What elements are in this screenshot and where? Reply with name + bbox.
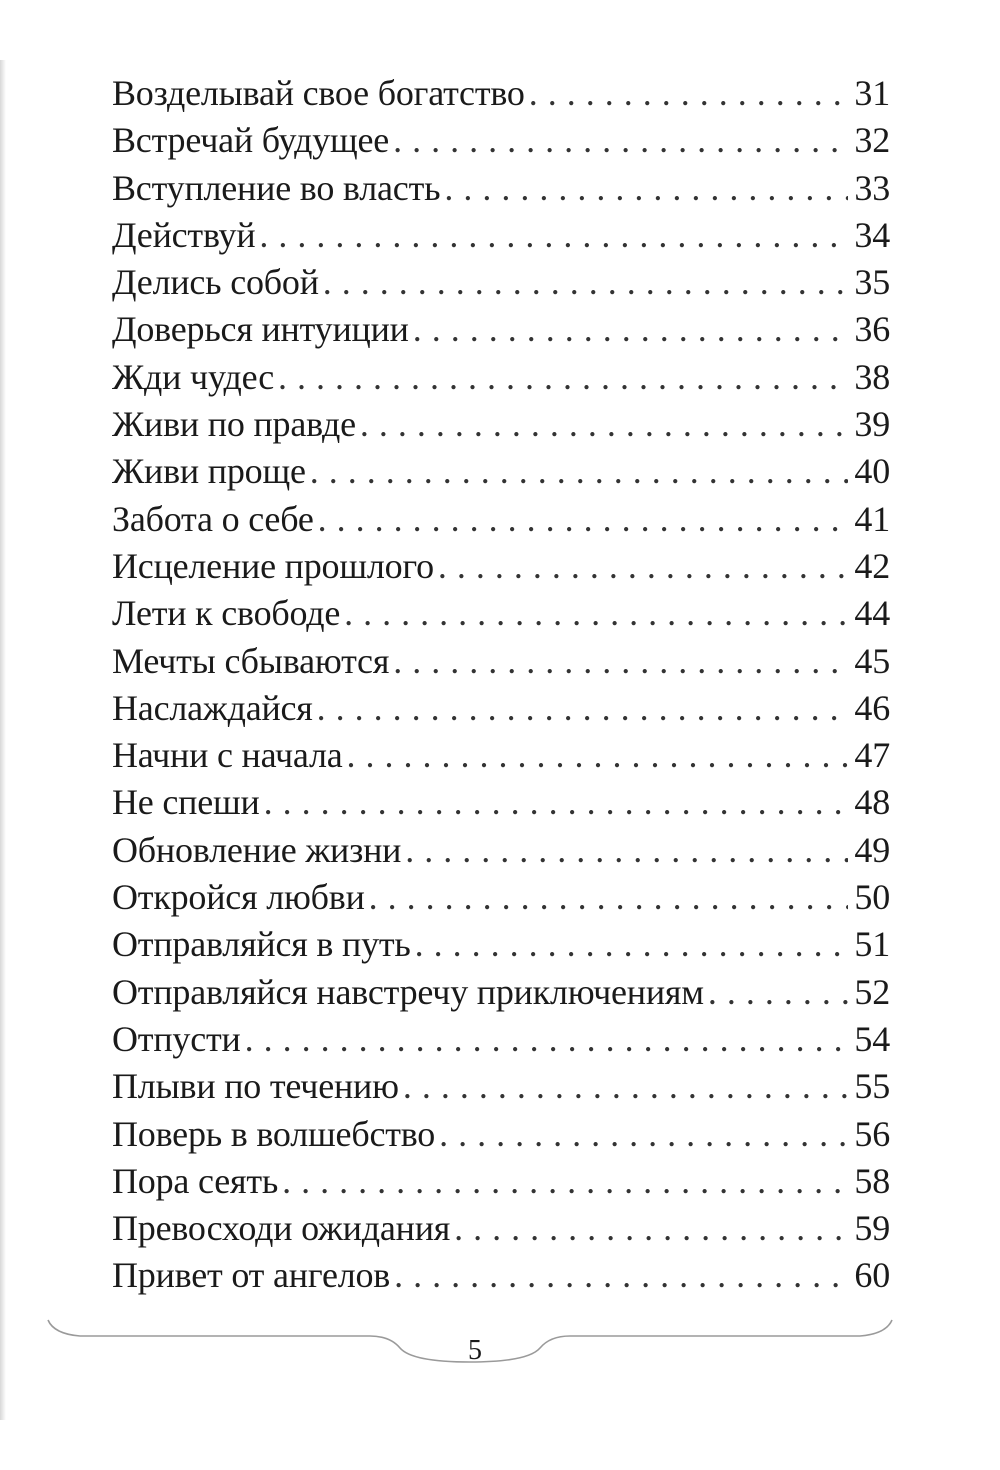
toc-entry — [112, 165, 890, 212]
dot-leader — [259, 212, 848, 259]
toc-entry-page: 31 — [854, 73, 890, 113]
toc-entry — [112, 874, 890, 921]
toc-entry-page: 44 — [854, 593, 890, 634]
toc-entry-title: Привет от ангелов — [112, 1255, 391, 1296]
toc-entry-title: Делись собой — [112, 262, 319, 303]
dot-leader — [394, 1252, 848, 1299]
toc-entry-page: 51 — [854, 924, 890, 965]
toc-entry-title: Исцеление прошлого — [112, 545, 434, 586]
toc-entry-page: 58 — [854, 1160, 890, 1201]
toc-entry-page: 34 — [854, 214, 890, 255]
toc-entry-page: 35 — [854, 262, 890, 303]
toc-entry-title: Действуй — [112, 214, 256, 255]
toc-entry — [112, 969, 890, 1016]
dot-leader — [347, 732, 849, 779]
dot-leader — [282, 1158, 848, 1205]
dot-leader — [264, 779, 849, 826]
dot-leader — [444, 165, 848, 212]
toc-entry — [112, 921, 890, 968]
toc-entry-page: 36 — [854, 309, 890, 350]
dot-leader — [415, 921, 849, 968]
dot-leader — [310, 448, 849, 495]
dot-leader — [413, 306, 849, 353]
toc-entry-page: 42 — [854, 545, 890, 586]
dot-leader — [708, 969, 849, 1016]
dot-leader — [405, 827, 848, 874]
toc-entry — [112, 306, 890, 353]
toc-entry — [112, 732, 890, 779]
toc-entry-title: Отправляйся в путь — [112, 924, 411, 965]
toc-entry-title: Откройся любви — [112, 877, 365, 918]
toc-entry-title: Вступление во власть — [112, 167, 441, 208]
toc-entry-page: 56 — [854, 1113, 890, 1154]
toc-entry — [112, 1252, 890, 1299]
toc-entry-page: 49 — [854, 829, 890, 870]
toc-entry-title: Живи по правде — [112, 404, 356, 445]
toc-entry-page: 33 — [854, 167, 890, 208]
toc-entry — [112, 259, 890, 306]
toc-entry-title: Возделывай свое богатство — [112, 73, 525, 113]
toc-entry-title: Обновление жизни — [112, 829, 402, 870]
dot-leader — [317, 685, 849, 732]
toc-entry-page: 41 — [854, 498, 890, 539]
toc-entry — [112, 496, 890, 543]
toc-entry-page: 32 — [854, 120, 890, 161]
toc-entry — [112, 1016, 890, 1063]
dot-leader — [393, 117, 848, 164]
dot-leader — [318, 496, 849, 543]
dot-leader — [278, 354, 848, 401]
toc-entry-title: Лети к свободе — [112, 593, 341, 634]
toc-entry-title: Мечты сбываются — [112, 640, 390, 681]
toc-entry-page: 54 — [854, 1018, 890, 1059]
toc-entry-page: 47 — [854, 735, 890, 776]
toc-entry — [112, 1205, 890, 1252]
dot-leader — [529, 70, 849, 117]
dot-leader — [393, 638, 848, 685]
toc-entry-page: 60 — [854, 1255, 890, 1296]
toc-entry — [112, 401, 890, 448]
toc-entry — [112, 779, 890, 826]
dot-leader — [323, 259, 849, 306]
toc-entry — [112, 1111, 890, 1158]
toc-entry — [112, 638, 890, 685]
toc-entry-title: Наслаждайся — [112, 687, 313, 728]
toc-entry-title: Встречай будущее — [112, 120, 390, 161]
toc-entry-page: 48 — [854, 782, 890, 823]
toc-entry-page: 39 — [854, 404, 890, 445]
toc-entry-page: 55 — [854, 1066, 890, 1107]
toc-entry — [112, 117, 890, 164]
toc-entry — [112, 448, 890, 495]
toc-entry — [112, 543, 890, 590]
toc-entry-title: Отправляйся навстречу приключениям — [112, 971, 704, 1012]
toc-entry-page: 59 — [854, 1208, 890, 1249]
toc-entry-page: 46 — [854, 687, 890, 728]
toc-entry-title: Не спеши — [112, 782, 260, 823]
toc-entry — [112, 70, 890, 117]
dot-leader — [344, 590, 848, 637]
toc-entry-title: Превосходи ожидания — [112, 1208, 451, 1249]
toc-entry — [112, 354, 890, 401]
dot-leader — [369, 874, 849, 921]
toc-entry-title: Плыви по течению — [112, 1066, 399, 1107]
toc-entry-page: 40 — [854, 451, 890, 492]
dot-leader — [454, 1205, 848, 1252]
toc-entry — [112, 590, 890, 637]
toc-entry-title: Жди чудес — [112, 356, 275, 397]
toc-entry — [112, 1063, 890, 1110]
toc-entry-page: 50 — [854, 877, 890, 918]
toc-entry — [112, 1158, 890, 1205]
dot-leader — [360, 401, 848, 448]
toc-entry-title: Отпусти — [112, 1018, 241, 1059]
toc-entry-page: 52 — [854, 971, 890, 1012]
dot-leader — [403, 1063, 849, 1110]
toc-entry — [112, 212, 890, 259]
dot-leader — [438, 543, 848, 590]
toc-entry-page: 38 — [854, 356, 890, 397]
page-edge-shadow — [0, 60, 6, 1420]
toc-entry-page: 45 — [854, 640, 890, 681]
toc-entry-title: Пора сеять — [112, 1160, 279, 1201]
toc-entry — [112, 827, 890, 874]
toc-entry — [112, 685, 890, 732]
page-number: 5 — [468, 1335, 482, 1366]
dot-leader — [245, 1016, 849, 1063]
toc-entry-title: Начни с начала — [112, 735, 343, 776]
toc-entry-title: Поверь в волшебство — [112, 1113, 436, 1154]
toc-entry-title: Доверься интуиции — [112, 309, 409, 350]
dot-leader — [439, 1111, 848, 1158]
toc-entry-title: Забота о себе — [112, 498, 314, 539]
table-of-contents — [112, 70, 890, 1300]
toc-entry-title: Живи проще — [112, 451, 306, 492]
